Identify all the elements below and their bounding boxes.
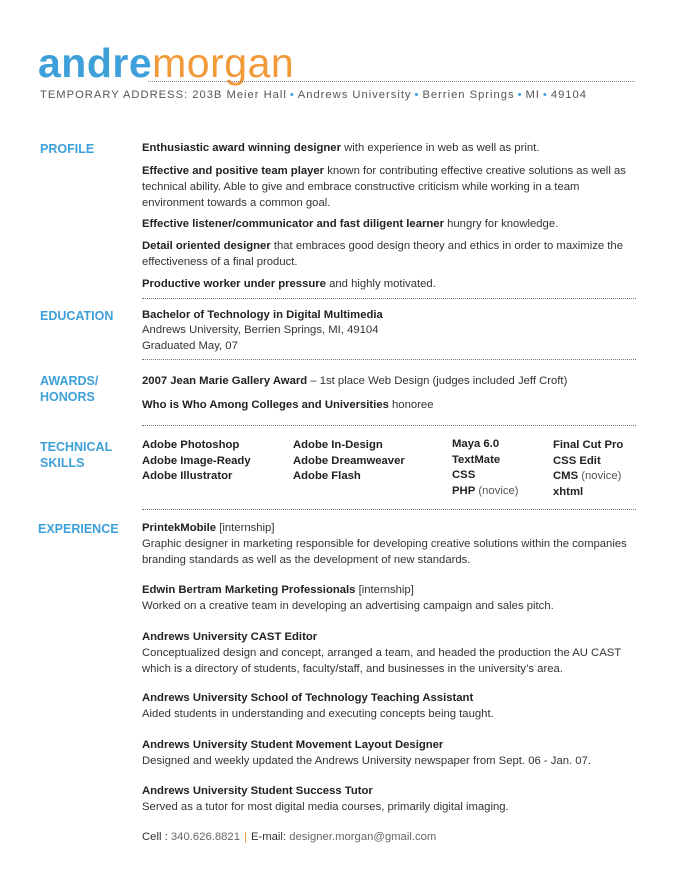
skill-item: CSS Edit [553,454,601,467]
skill-item: CMS (novice) [553,470,622,483]
address-city: Berrien Springs [422,89,515,101]
education-school: Andrews University, Berrien Springs, MI, 49104 [142,324,379,336]
job-description: Conceptualized design and concept, arranged a team, and headed the production the AU CAST which is a directory of students, faculty/staff, and businesses in the university’s area. [142,647,621,675]
profile-item: Detail oriented designer that embraces good design theory and ethics in order to maximize the effectiveness of a final product. [142,240,623,268]
job-description: Designed and weekly updated the Andrews University newspaper from Sept. 06 - Jan. 07. [142,755,591,767]
header-divider [148,81,635,82]
skills-column-dev [452,437,519,499]
skills-column-adobe-2 [293,438,405,485]
job-title: Andrews University School of Technology Teaching Assistant [142,692,474,704]
profile-item: Effective and positive team player known for contributing effective creative solutions as well as technical ability. Able to give and embrace constructive criticism while working in a team environment towards a common goal. [142,165,626,209]
email-label: E-mail: [250,831,287,843]
skills-column-adobe-1 [142,438,251,485]
skill-item: PHP (novice) [452,484,519,497]
skill-item: Adobe Flash [293,470,361,483]
section-divider [142,425,636,426]
job-title: Andrews University Student Movement Layout Designer [142,739,444,751]
bullet-dot-icon: • [414,89,420,101]
skill-item: Adobe Dreamweaver [293,454,405,467]
address-label: TEMPORARY ADDRESS: [40,89,189,101]
job-title: Edwin Bertram Marketing Professionals [142,584,356,596]
job-description: Worked on a creative team in developing an advertising campaign and sales pitch. [142,600,554,612]
skill-item: xhtml [553,485,584,498]
job-description: Served as a tutor for most digital media courses, primarily digital imaging. [142,801,509,813]
awards-heading: AWARDS/ HONORS [40,374,99,404]
skill-item: Adobe Image-Ready [142,454,251,467]
bullet-dot-icon: • [289,89,295,101]
skill-item: TextMate [452,453,501,466]
address-state: MI [525,89,540,101]
job-title: Andrews University Student Success Tutor [142,785,373,797]
job-description: Graphic designer in marketing responsible for developing creative solutions within the companies branding standards as well as the development of new standards. [142,538,627,566]
skill-item: CSS [452,469,476,482]
experience-entry: PrintekMobile [internship] Graphic designer in marketing responsible for developing creative solutions within the companies branding standards as well as the development of new standards. [142,520,636,568]
experience-entry [142,737,636,769]
award-item: 2007 Jean Marie Gallery Award – 1st place Web Design (judges included Jeff Croft) [142,375,568,387]
first-name: andre [38,40,153,86]
section-divider [142,298,636,299]
education-graduated: Graduated May, 07 [142,340,238,352]
award-item: Who is Who Among Colleges and Universities honoree [142,399,434,411]
email-link[interactable]: designer.morgan@gmail.com [289,831,437,843]
profile-item: Enthusiastic award winning designer with experience in web as well as print. [142,142,540,154]
skill-item: Adobe In-Design [293,439,383,451]
job-title: PrintekMobile [142,522,217,534]
skill-item: Adobe Photoshop [142,439,240,451]
profile-item: Productive worker under pressure and highly motivated. [142,278,436,290]
cell-label: Cell : [142,831,168,843]
address-street: 203B Meier Hall [192,89,287,101]
skill-item: Adobe Illustrator [142,470,233,483]
experience-entry [142,629,636,677]
skill-item: Maya 6.0 [452,438,500,450]
skills-heading: TECHNICAL SKILLS [40,440,113,470]
section-divider [142,359,636,360]
education-degree: Bachelor of Technology in Digital Multimedia [142,309,383,321]
address-university: Andrews University [297,89,412,101]
experience-entry: Edwin Bertram Marketing Professionals [internship] Worked on a creative team in developing an advertising campaign and sales pitch. [142,582,636,614]
contact-line [142,831,436,843]
profile-item: Effective listener/communicator and fast diligent learner hungry for knowledge. [142,218,559,230]
last-name: morgan [152,40,295,86]
skill-item: Final Cut Pro [553,439,624,451]
resume-name [38,40,294,86]
section-divider [142,509,636,510]
experience-heading: EXPERIENCE [38,522,119,536]
skills-column-other [553,438,623,500]
profile-heading: PROFILE [40,142,95,156]
job-title: Andrews University CAST Editor [142,631,318,643]
address-zip: 49104 [550,89,587,101]
experience-entry [142,690,636,722]
experience-entry [142,783,636,815]
cell-number[interactable]: 340.626.8821 [170,831,240,843]
address-line [40,89,587,101]
bullet-dot-icon: • [517,89,523,101]
education-heading: EDUCATION [40,309,114,323]
bullet-dot-icon: • [542,89,548,101]
job-description: Aided students in understanding and executing concepts being taught. [142,708,494,720]
contact-separator: | [244,831,247,843]
